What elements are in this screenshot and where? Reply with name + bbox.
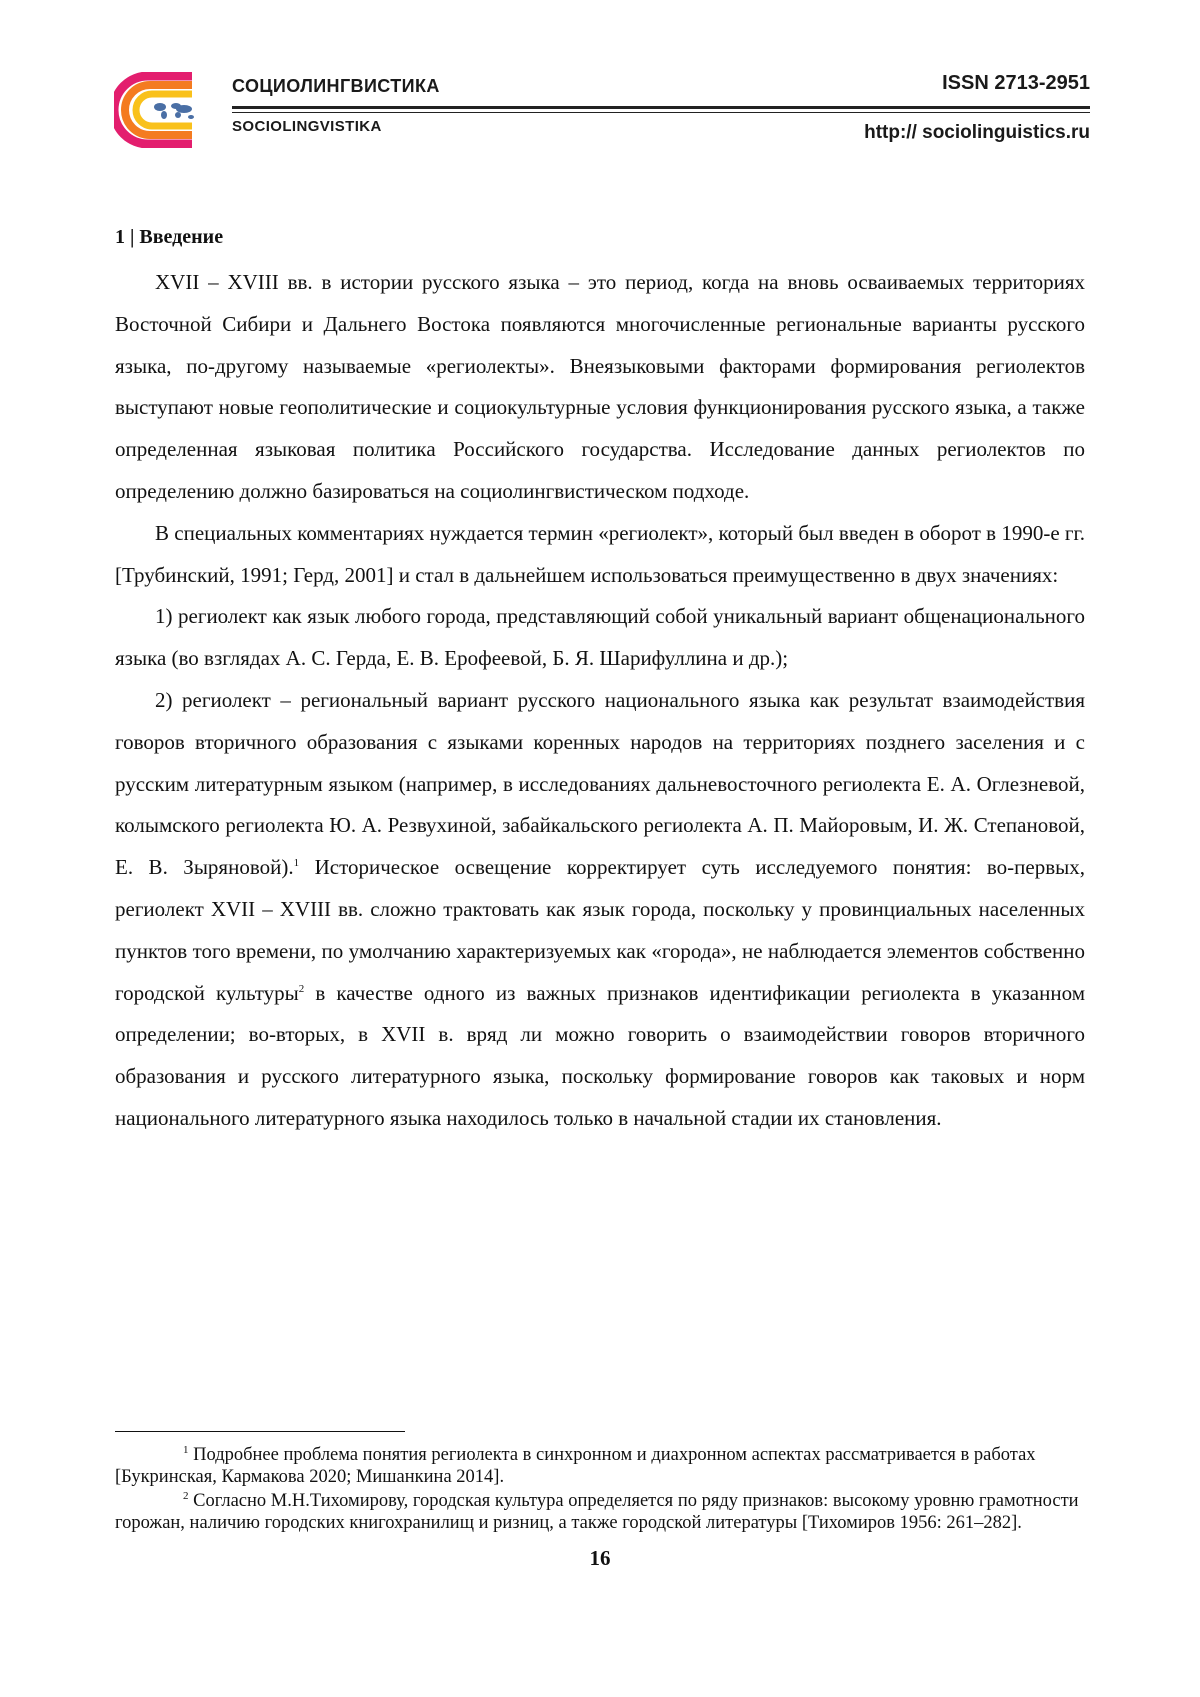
paragraph-4-part-2: Историческое освещение корректирует суть исследуемого понятия: во-первых, региолект XVII – XVIII вв. сложно трактовать как язык города, поскольку у провинциальных населенных пунктов того времени, по умолчанию характеризуемых как «города», не наблюдается элементов собственно городской культуры	[115, 855, 1085, 1005]
paragraph-1: XVII – XVIII вв. в истории русского языка – это период, когда на вновь осваиваемых территориях Восточной Сибири и Дальнего Востока появляются многочисленные региональные варианты русского языка, по-другому называемые «региолекты». Внеязыковыми факторами формирования региолектов выступают новые геополитические и социокультурные условия функционирования русского языка, а также определенная языковая политика Российского государства. Исследование данных региолектов по определению должно базироваться на социолингвистическом подходе.	[115, 270, 1085, 503]
footnote-2-text: Согласно М.Н.Тихомирову, городская культура определяется по ряду признаков: высокому уровню грамотности горожан, наличию городских книгохранилищ и ризниц, а также городской литературы [Тихомиров 1956: 261–282].	[115, 1491, 1079, 1533]
paragraph-4-part-1: 2) региолект – региональный вариант русского национального языка как результат взаимодействия говоров вторичного образования с языками коренных народов на территориях позднего заселения и с русским литературным языком (например, в исследованиях дальневосточного региолекта Е. А. Оглезневой, колымского региолекта Ю. А. Резвухиной, забайкальского региолекта А. П. Майоровым, И. Ж. Степановой, Е. В. Зыряновой).	[115, 687, 1085, 880]
journal-logo	[114, 72, 214, 148]
footnote-ref-1[interactable]: 1	[293, 857, 300, 870]
footnote-1	[115, 1444, 1085, 1488]
footnote-1-number: 1	[183, 1443, 189, 1456]
paragraph-2: В специальных комментариях нуждается термин «региолект», который был введен в оборот в 1990-е гг. [Трубинский, 1991; Герд, 2001] и стал в дальнейшем использоваться преимущественно в двух значениях:	[115, 520, 1085, 587]
section-heading: 1 | Введение	[115, 226, 224, 248]
journal-website[interactable]: http:// sociolinguistics.ru	[864, 122, 1090, 143]
paragraph-4-part-3: в качестве одного из важных признаков идентификации региолекта в указанном определении; во-вторых, в XVII в. вряд ли можно говорить о взаимодействии говоров вторичного образования и русского литературного языка, поскольку формирование говоров как таковых и норм национального литературного языка находилось только в начальной стадии их становления.	[115, 980, 1085, 1130]
footnote-2	[115, 1490, 1085, 1534]
header-rule-thick	[232, 106, 1090, 109]
footnotes	[115, 1444, 1085, 1536]
article-body	[115, 222, 1085, 1140]
paragraph-3: 1) региолект как язык любого города, представляющий собой уникальный вариант общенационального языка (во взглядах А. С. Герда, Е. В. Ерофеевой, Б. Я. Шарифуллина и др.);	[115, 604, 1085, 671]
footnote-2-number: 2	[183, 1489, 189, 1502]
journal-title-en: SOCIOLINGVISTIKA	[232, 118, 382, 135]
footnote-separator	[115, 1431, 405, 1432]
journal-title-ru: СОЦИОЛИНГВИСТИКА	[232, 76, 440, 96]
paragraph-4	[115, 680, 1085, 1140]
issn: ISSN 2713-2951	[942, 72, 1090, 94]
header-rule-thin	[232, 112, 1090, 113]
footnote-ref-2[interactable]: 2	[298, 982, 305, 995]
footnote-1-text: Подробнее проблема понятия региолекта в синхронном и диахронном аспектах рассматривается в работах [Букринская, Кармакова 2020; Мишанкина 2014].	[115, 1445, 1036, 1487]
page-number: 16	[589, 1546, 611, 1570]
